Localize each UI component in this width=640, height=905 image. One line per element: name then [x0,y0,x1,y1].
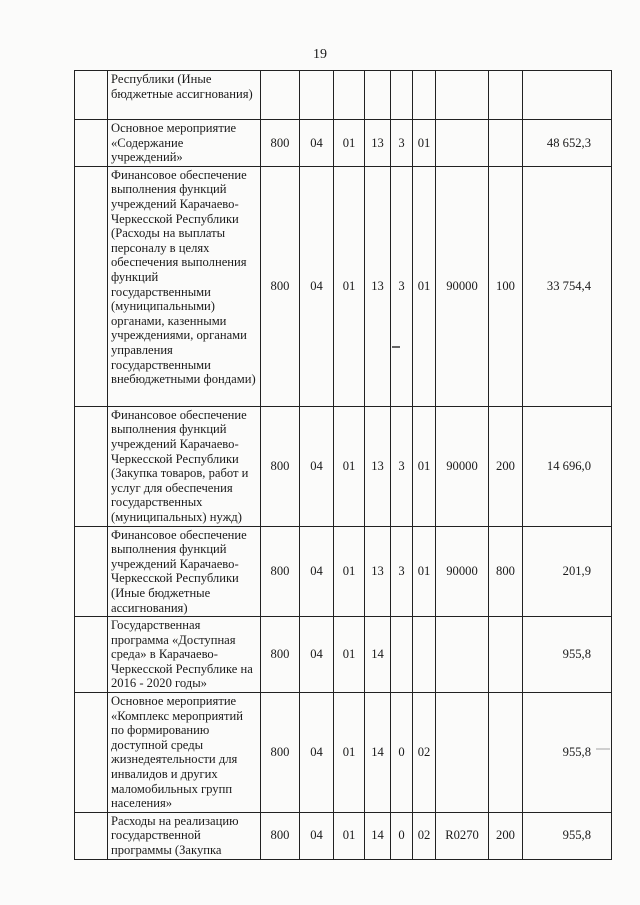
row-name-cell: Республики (Иные бюджетные ассигнования) [108,71,261,120]
cell-rz: 04 [300,812,334,859]
cell-sum: 955,8 [523,812,612,859]
cell-csr1: 14 [365,693,391,813]
table-row [75,526,612,617]
row-name-cell: Финансовое обеспечение выполнения функций учреждений Карачаево-Черкесской Республики (Иные бюджетные ассигнования) [108,526,261,617]
cell-csr1: 14 [365,812,391,859]
table-row [75,617,612,693]
cell-pr: 01 [334,617,365,693]
cell-csr1: 14 [365,617,391,693]
cell-csr2: 3 [391,120,413,167]
cell-csr2: 0 [391,693,413,813]
cell-ved: 800 [261,617,300,693]
cell-csr1: 13 [365,120,391,167]
cell-pr: 01 [334,693,365,813]
cell-sum: 201,9 [523,526,612,617]
cell-vr: 100 [489,166,523,406]
row-name-cell: Основное мероприятие «Содержание учреждений» [108,120,261,167]
cell-csr1: 13 [365,166,391,406]
cell-csr3: 01 [413,166,436,406]
table-row [75,120,612,167]
cell-pr: 01 [334,120,365,167]
cell-vr [489,71,523,120]
cell-csr2: 3 [391,526,413,617]
cell-pr: 01 [334,812,365,859]
cell-csr4: 90000 [436,166,489,406]
cell-csr1: 13 [365,406,391,526]
cell-csr3: 01 [413,526,436,617]
cell-rz: 04 [300,693,334,813]
cell-ved: 800 [261,120,300,167]
cell-csr3 [413,617,436,693]
cell-ved: 800 [261,693,300,813]
scan-mark [392,346,400,348]
cell-sum [523,71,612,120]
row-number-cell [75,617,108,693]
table-row [75,812,612,859]
budget-table [74,70,612,860]
cell-sum: 48 652,3 [523,120,612,167]
cell-csr4 [436,120,489,167]
row-number-cell [75,526,108,617]
cell-sum: 14 696,0 [523,406,612,526]
cell-csr3 [413,71,436,120]
row-name-cell: Финансовое обеспечение выполнения функций учреждений Карачаево-Черкесской Республики (Закупка товаров, работ и услуг для обеспечения государственных (муниципальных) нужд) [108,406,261,526]
table-row [75,71,612,120]
cell-csr4 [436,617,489,693]
cell-csr4 [436,71,489,120]
cell-vr [489,693,523,813]
row-name-cell: Основное мероприятие «Комплекс мероприятий по формированию доступной среды жизнедеятельности для инвалидов и других маломобильных групп населения» [108,693,261,813]
cell-csr2 [391,617,413,693]
cell-vr: 200 [489,812,523,859]
cell-sum: 955,8 [523,693,612,813]
row-number-cell [75,71,108,120]
cell-pr [334,71,365,120]
cell-csr4: 90000 [436,406,489,526]
row-number-cell [75,812,108,859]
cell-csr2: 3 [391,406,413,526]
cell-csr2 [391,71,413,120]
cell-sum: 955,8 [523,617,612,693]
cell-csr1 [365,71,391,120]
table-row [75,406,612,526]
row-name-cell: Расходы на реализацию государственной программы (Закупка [108,812,261,859]
row-name-cell: Финансовое обеспечение выполнения функций учреждений Карачаево-Черкесской Республики (Расходы на выплаты персоналу в целях обеспечения выполнения функций государственными (муниципальными) органами, казенными учреждениями, органами управления государственными внебюджетными фондами) [108,166,261,406]
cell-ved: 800 [261,526,300,617]
cell-ved: 800 [261,406,300,526]
cell-rz: 04 [300,120,334,167]
cell-vr [489,120,523,167]
cell-rz: 04 [300,166,334,406]
row-number-cell [75,406,108,526]
cell-rz [300,71,334,120]
cell-csr3: 01 [413,120,436,167]
scan-mark [596,748,610,750]
cell-csr1: 13 [365,526,391,617]
cell-rz: 04 [300,526,334,617]
table-row [75,693,612,813]
cell-csr4 [436,693,489,813]
row-number-cell [75,693,108,813]
cell-csr3: 02 [413,812,436,859]
cell-pr: 01 [334,406,365,526]
cell-rz: 04 [300,617,334,693]
cell-csr3: 02 [413,693,436,813]
cell-pr: 01 [334,526,365,617]
cell-csr2: 3 [391,166,413,406]
cell-vr: 800 [489,526,523,617]
page-number: 19 [313,47,327,62]
table-row [75,166,612,406]
cell-pr: 01 [334,166,365,406]
cell-ved: 800 [261,812,300,859]
row-number-cell [75,120,108,167]
cell-csr4: R0270 [436,812,489,859]
row-name-cell: Государственная программа «Доступная среда» в Карачаево-Черкесской Республике на 2016 - 2020 годы» [108,617,261,693]
cell-ved [261,71,300,120]
cell-ved: 800 [261,166,300,406]
cell-csr3: 01 [413,406,436,526]
cell-csr2: 0 [391,812,413,859]
row-number-cell [75,166,108,406]
cell-vr: 200 [489,406,523,526]
cell-rz: 04 [300,406,334,526]
cell-sum: 33 754,4 [523,166,612,406]
cell-csr4: 90000 [436,526,489,617]
cell-vr [489,617,523,693]
